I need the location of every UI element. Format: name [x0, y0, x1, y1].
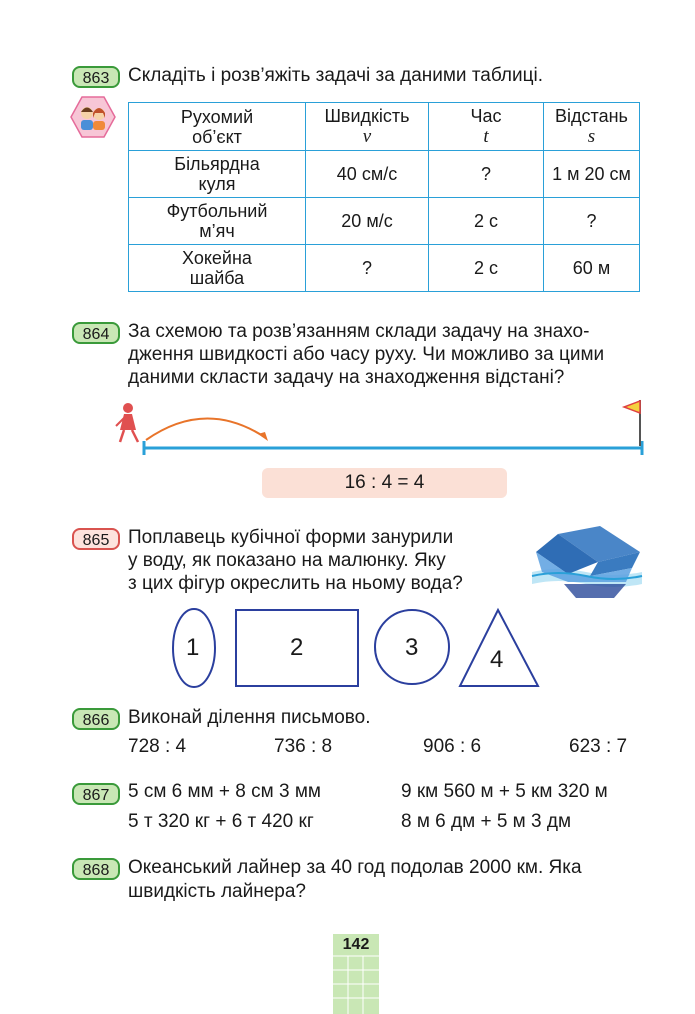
page-number: 142 — [342, 936, 370, 953]
exercise-868-text-line: Океанський лайнер за 40 год подолав 2000 км. Яка — [128, 857, 582, 878]
table-cell-object: Футбольний м’яч — [129, 198, 306, 245]
motion-data-table — [128, 102, 640, 292]
table-cell-distance: ? — [544, 198, 640, 245]
exercise-864-text-line: За схемою та розв’язанням склади задачу на знахо- — [128, 321, 590, 342]
division-item: 728 : 4 — [128, 736, 187, 757]
table-cell-speed: 20 м/с — [306, 198, 429, 245]
shape-label-3: 3 — [405, 634, 419, 661]
addition-item: 5 т 320 кг + 6 т 420 кг — [128, 811, 314, 832]
exercise-number-864: 864 — [72, 322, 120, 344]
exercise-866-prompt: Виконай ділення письмово. — [128, 707, 371, 728]
exercise-number-863: 863 — [72, 66, 120, 88]
flag-icon — [624, 400, 640, 446]
table-header-speed: Швидкість v — [306, 103, 429, 151]
table-cell-object: Більярдна куля — [129, 151, 306, 198]
division-item: 736 : 8 — [274, 736, 333, 757]
table-row — [129, 198, 640, 245]
table-cell-distance: 60 м — [544, 245, 640, 292]
table-cell-speed: 40 см/с — [306, 151, 429, 198]
exercise-864-text-line: даними скласти задачу на знаходження відстані? — [128, 367, 565, 388]
table-header-distance: Відстань s — [544, 103, 640, 151]
addition-item: 9 км 560 м + 5 км 320 м — [401, 781, 608, 802]
exercise-number-868: 868 — [72, 858, 120, 880]
division-item: 906 : 6 — [423, 736, 482, 757]
exercise-865-text-line: Поплавець кубічної форми занурили — [128, 527, 454, 548]
table-header-time: Час t — [429, 103, 544, 151]
exercise-863-prompt: Складіть і розв’яжіть задачі за даними таблиці. — [128, 65, 543, 86]
pair-work-icon — [70, 96, 116, 138]
exercise-number-866: 866 — [72, 708, 120, 730]
table-row — [129, 245, 640, 292]
girl-walking-icon — [116, 403, 138, 442]
solution-expression: 16 : 4 = 4 — [262, 468, 507, 498]
exercise-864-text-line: дження швидкості або часу руху. Чи можливо за цими — [128, 344, 605, 365]
addition-item: 5 см 6 мм + 8 см 3 мм — [128, 781, 321, 802]
table-cell-distance: 1 м 20 см — [544, 151, 640, 198]
shape-label-4: 4 — [490, 646, 504, 673]
motion-scheme — [110, 396, 650, 460]
table-cell-time: 2 с — [429, 198, 544, 245]
addition-item: 8 м 6 дм + 5 м 3 дм — [401, 811, 572, 832]
table-cell-object: Хокейна шайба — [129, 245, 306, 292]
exercise-number-865: 865 — [72, 528, 120, 550]
page-number-box — [333, 934, 379, 1014]
shape-label-1: 1 — [186, 634, 200, 661]
table-cell-speed: ? — [306, 245, 429, 292]
exercise-number-867: 867 — [72, 783, 120, 805]
exercise-865-text-line: у воду, як показано на малюнку. Яку — [128, 550, 446, 571]
table-cell-time: 2 с — [429, 245, 544, 292]
table-row — [129, 151, 640, 198]
exercise-865-text-line: з цих фігур окреслить на ньому вода? — [128, 573, 463, 594]
table-header-object: Рухомий об’єкт — [129, 103, 306, 151]
floating-cube-illustration — [528, 522, 646, 602]
shape-label-2: 2 — [290, 634, 304, 661]
table-cell-time: ? — [429, 151, 544, 198]
exercise-868-text-line: швидкість лайнера? — [128, 881, 306, 902]
division-item: 623 : 7 — [569, 736, 628, 757]
